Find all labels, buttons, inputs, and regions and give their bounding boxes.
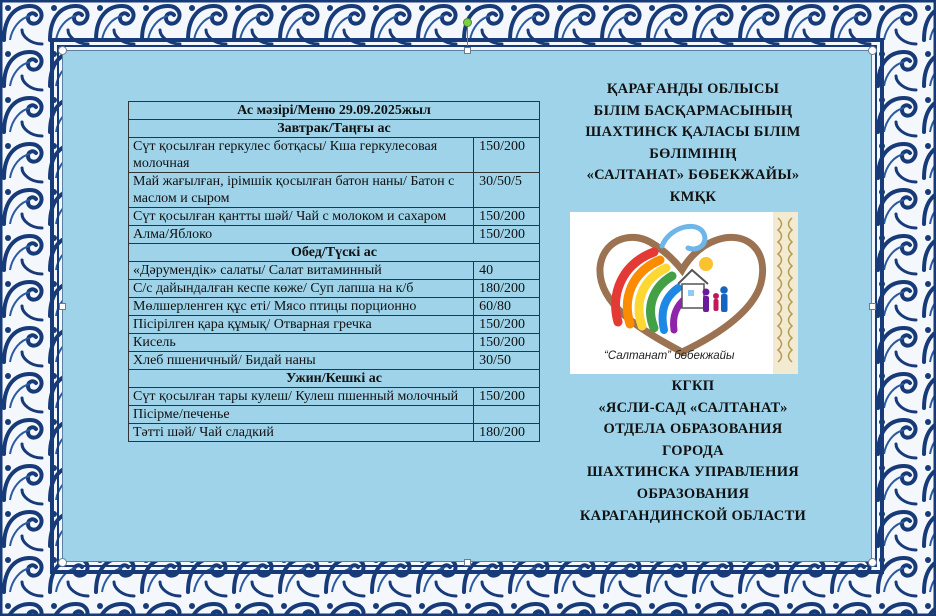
org-line: ҚАРАҒАНДЫ ОБЛЫСЫ bbox=[606, 81, 780, 97]
org-line: ОТДЕЛА ОБРАЗОВАНИЯ bbox=[603, 421, 783, 438]
portion: 60/80 bbox=[474, 298, 540, 316]
org-line: ШАХТИНСК ҚАЛАСЫ БІЛІМ bbox=[585, 124, 801, 141]
portion: 180/200 bbox=[474, 424, 540, 442]
table-row bbox=[129, 352, 540, 370]
dish-name: Пісірілген қара құмық/ Отварная гречка bbox=[129, 316, 474, 334]
table-row bbox=[129, 388, 540, 406]
org-line: ОБРАЗОВАНИЯ bbox=[636, 485, 750, 502]
logo-caption: “Салтанат” бөбекжайы bbox=[604, 350, 735, 362]
table-row bbox=[129, 316, 540, 334]
org-line: «ЯСЛИ-САД «САЛТАНАТ» bbox=[598, 399, 788, 416]
portion: 150/200 bbox=[474, 208, 540, 226]
dish-name: Алма/Яблоко bbox=[129, 226, 474, 244]
org-name-kazakh bbox=[558, 79, 828, 209]
dish-name: Тәтті шәй/ Чай сладкий bbox=[129, 424, 474, 442]
dish-name: Кисель bbox=[129, 334, 474, 352]
portion: 40 bbox=[474, 262, 540, 280]
section-header-dinner: Ужин/Кешкі ас bbox=[129, 370, 540, 388]
org-name-russian bbox=[558, 376, 828, 527]
resize-handle-right[interactable] bbox=[869, 303, 876, 310]
table-row bbox=[129, 298, 540, 316]
portion: 150/200 bbox=[474, 138, 540, 173]
dish-name: Сүт қосылған геркулес ботқасы/ Кша геркулесовая молочная bbox=[129, 138, 474, 173]
resize-handle-bottom[interactable] bbox=[464, 559, 471, 566]
table-row bbox=[129, 334, 540, 352]
rotation-handle[interactable] bbox=[463, 18, 472, 27]
portion: 180/200 bbox=[474, 280, 540, 298]
section-header-breakfast: Завтрак/Таңғы ас bbox=[129, 120, 540, 138]
portion: 150/200 bbox=[474, 316, 540, 334]
kindergarten-logo bbox=[570, 212, 798, 374]
resize-handle-top[interactable] bbox=[464, 47, 471, 54]
resize-handle-top-left[interactable] bbox=[58, 46, 67, 55]
section-header-lunch: Обед/Түскі ас bbox=[129, 244, 540, 262]
dish-name: Пісірме/печенье bbox=[129, 406, 474, 424]
org-line: ШАХТИНСКА УПРАВЛЕНИЯ bbox=[586, 464, 800, 481]
table-row bbox=[129, 280, 540, 298]
menu-title-row bbox=[129, 102, 540, 120]
dish-name: Май жағылған, ірімшік қосылған батон наны/ Батон с маслом и сыром bbox=[129, 173, 474, 208]
org-line: КАРАГАНДИНСКОЙ ОБЛАСТИ bbox=[579, 507, 807, 524]
table-row bbox=[129, 173, 540, 208]
portion bbox=[474, 406, 540, 424]
org-line: КГКП bbox=[671, 378, 715, 394]
portion: 150/200 bbox=[474, 388, 540, 406]
org-line: КМҚК bbox=[669, 188, 717, 205]
portion: 30/50/5 bbox=[474, 173, 540, 208]
dish-name: С/с дайындалған кеспе көже/ Суп лапша на к/б bbox=[129, 280, 474, 298]
resize-handle-top-right[interactable] bbox=[868, 46, 877, 55]
portion: 150/200 bbox=[474, 226, 540, 244]
portion: 30/50 bbox=[474, 352, 540, 370]
dish-name: Сүт қосылған тары кулеш/ Кулеш пшенный молочный bbox=[129, 388, 474, 406]
resize-handle-left[interactable] bbox=[59, 303, 66, 310]
rotation-line bbox=[467, 26, 468, 46]
table-row bbox=[129, 226, 540, 244]
resize-handle-bottom-left[interactable] bbox=[58, 558, 67, 567]
dish-name: Хлеб пшеничный/ Бидай наны bbox=[129, 352, 474, 370]
table-row bbox=[129, 138, 540, 173]
menu-table bbox=[128, 101, 540, 442]
menu-title: Ас мәзірі/Меню 29.09.2025жыл bbox=[129, 102, 540, 120]
portion: 150/200 bbox=[474, 334, 540, 352]
dish-name: Мөлшерленген құс еті/ Мясо птицы порционно bbox=[129, 298, 474, 316]
table-row bbox=[129, 406, 540, 424]
table-row bbox=[129, 262, 540, 280]
dish-name: Сүт қосылған қантты шәй/ Чай с молоком и сахаром bbox=[129, 208, 474, 226]
org-line: «САЛТАНАТ» БӨБЕКЖАЙЫ» bbox=[586, 167, 800, 184]
dish-name: «Дәрумендік» салаты/ Салат витаминный bbox=[129, 262, 474, 280]
org-line: ГОРОДА bbox=[662, 442, 724, 459]
resize-handle-bottom-right[interactable] bbox=[868, 558, 877, 567]
table-row bbox=[129, 424, 540, 442]
org-line: БІЛІМ БАСҚАРМАСЫНЫҢ bbox=[593, 102, 793, 119]
org-line: БӨЛІМІНІҢ bbox=[649, 145, 737, 162]
table-row bbox=[129, 208, 540, 226]
